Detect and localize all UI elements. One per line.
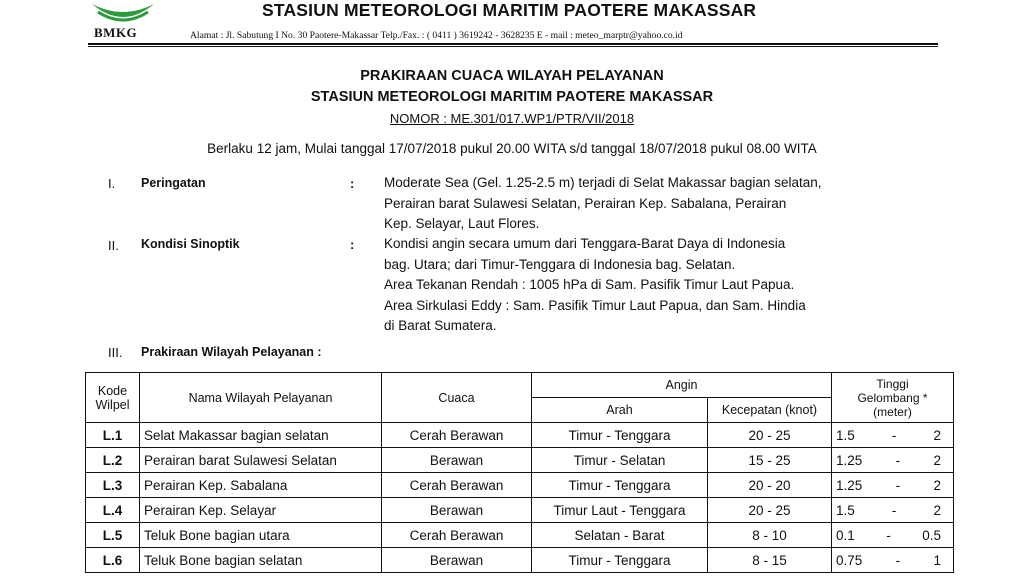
cell-speed: 8 - 10 [708, 523, 832, 548]
wave-sep: - [895, 552, 901, 568]
cell-weather: Cerah Berawan [382, 423, 532, 448]
table-row [86, 523, 954, 548]
section-1-label: Peringatan [141, 176, 206, 190]
cell-direction: Timur - Selatan [532, 448, 708, 473]
text-line: Area Tekanan Rendah : 1005 hPa di Sam. Pasifik Timur Laut Papua. [384, 277, 795, 293]
wave-max: 0.5 [922, 527, 941, 543]
table-row [86, 548, 954, 573]
cell-direction: Timur - Tenggara [532, 473, 708, 498]
wave-min: 0.1 [836, 527, 855, 543]
col-header-code: Kode Wilpel [86, 373, 140, 423]
wave-min: 1.5 [836, 427, 855, 443]
table-row [86, 448, 954, 473]
cell-wave [832, 423, 954, 448]
cell-area: Perairan Kep. Sabalana [140, 473, 382, 498]
wave-sep: - [895, 477, 901, 493]
bmkg-logo [88, 0, 160, 44]
cell-code: L.1 [86, 423, 140, 448]
forecast-table [85, 372, 954, 573]
header-divider [88, 43, 938, 45]
station-address: Alamat : Jl. Sabutung I No. 30 Paotere-Makassar Telp./Fax. : ( 0411 ) 3619242 - 3628235 E - mail : meteo_marptr@yahoo.co.id [190, 30, 683, 41]
doc-number-text: NOMOR : ME.301/017.WP1/PTR/VII/2018 [389, 111, 635, 126]
logo-text: BMKG [94, 25, 138, 40]
cell-wave [832, 498, 954, 523]
cell-weather: Berawan [382, 498, 532, 523]
cell-code: L.5 [86, 523, 140, 548]
wave-min: 1.25 [836, 477, 863, 493]
wave-max: 2 [933, 427, 941, 443]
section-2-text [384, 234, 806, 337]
col-header-area: Nama Wilayah Pelayanan [140, 373, 382, 423]
station-name: STASIUN METEOROLOGI MARITIM PAOTERE MAKASSAR [262, 0, 757, 20]
cell-direction: Timur - Tenggara [532, 548, 708, 573]
cell-code: L.3 [86, 473, 140, 498]
doc-number [0, 111, 1024, 126]
wave-max: 2 [933, 452, 941, 468]
cell-area: Perairan Kep. Selayar [140, 498, 382, 523]
text-line: di Barat Sumatera. [384, 318, 497, 334]
col-header-speed: Kecepatan (knot) [708, 398, 832, 423]
section-3-number: III. [108, 345, 123, 360]
section-1-colon: : [350, 176, 355, 191]
cell-weather: Cerah Berawan [382, 473, 532, 498]
cell-speed: 15 - 25 [708, 448, 832, 473]
col-header-weather: Cuaca [382, 373, 532, 423]
wave-min: 1.5 [836, 502, 855, 518]
cell-weather: Cerah Berawan [382, 523, 532, 548]
cell-area: Teluk Bone bagian selatan [140, 548, 382, 573]
section-3-label: Prakiraan Wilayah Pelayanan : [141, 345, 322, 359]
cell-direction: Timur - Tenggara [532, 423, 708, 448]
cell-speed: 20 - 20 [708, 473, 832, 498]
cell-wave [832, 548, 954, 573]
text-line: Kep. Selayar, Laut Flores. [384, 216, 540, 232]
wave-min: 0.75 [836, 552, 863, 568]
cell-weather: Berawan [382, 448, 532, 473]
wave-max: 2 [933, 502, 941, 518]
cell-direction: Selatan - Barat [532, 523, 708, 548]
wave-max: 1 [933, 552, 941, 568]
doc-title: PRAKIRAAN CUACA WILAYAH PELAYANAN [360, 68, 664, 84]
wave-max: 2 [933, 477, 941, 493]
cell-weather: Berawan [382, 548, 532, 573]
col-header-direction: Arah [532, 398, 708, 423]
table-row [86, 423, 954, 448]
table-row [86, 498, 954, 523]
wave-sep: - [891, 502, 897, 518]
text-line: Moderate Sea (Gel. 1.25-2.5 m) terjadi di Selat Makassar bagian selatan, [384, 175, 822, 190]
section-2-colon: : [350, 237, 355, 252]
validity-text: Berlaku 12 jam, Mulai tanggal 17/07/2018 pukul 20.00 WITA s/d tanggal 18/07/2018 pukul 08.00 WITA [207, 141, 817, 156]
section-1-number: I. [108, 176, 116, 191]
col-header-wind: Angin [532, 373, 832, 398]
col-header-wave: Tinggi Gelombang * (meter) [832, 373, 954, 423]
wave-sep: - [891, 427, 897, 443]
cell-speed: 20 - 25 [708, 498, 832, 523]
cell-wave [832, 448, 954, 473]
table-row [86, 473, 954, 498]
cell-area: Selat Makassar bagian selatan [140, 423, 382, 448]
cell-area: Teluk Bone bagian utara [140, 523, 382, 548]
text-line: bag. Utara; dari Timur-Tenggara di Indonesia bag. Selatan. [384, 256, 736, 272]
wave-min: 1.25 [836, 452, 863, 468]
wave-sep: - [895, 452, 901, 468]
section-1-text [384, 173, 821, 235]
cell-code: L.6 [86, 548, 140, 573]
section-2-label: Kondisi Sinoptik [141, 237, 240, 251]
cell-code: L.2 [86, 448, 140, 473]
cell-direction: Timur Laut - Tenggara [532, 498, 708, 523]
wave-sep: - [886, 527, 891, 543]
text-line: Area Sirkulasi Eddy : Sam. Pasifik Timur Laut Papua, dan Sam. Hindia [384, 297, 806, 313]
cell-wave [832, 473, 954, 498]
text-line: Kondisi angin secara umum dari Tenggara-Barat Daya di Indonesia [384, 236, 786, 251]
section-2-number: II. [108, 238, 119, 253]
header-divider-thin [88, 46, 938, 47]
table-header-row [86, 373, 954, 398]
bmkg-emblem-icon [90, 0, 156, 26]
cell-speed: 8 - 15 [708, 548, 832, 573]
doc-subtitle: STASIUN METEOROLOGI MARITIM PAOTERE MAKASSAR [310, 89, 714, 105]
text-line: Perairan barat Sulawesi Selatan, Perairan Kep. Sabalana, Perairan [384, 195, 787, 211]
cell-wave [832, 523, 954, 548]
cell-speed: 20 - 25 [708, 423, 832, 448]
cell-code: L.4 [86, 498, 140, 523]
cell-area: Perairan barat Sulawesi Selatan [140, 448, 382, 473]
